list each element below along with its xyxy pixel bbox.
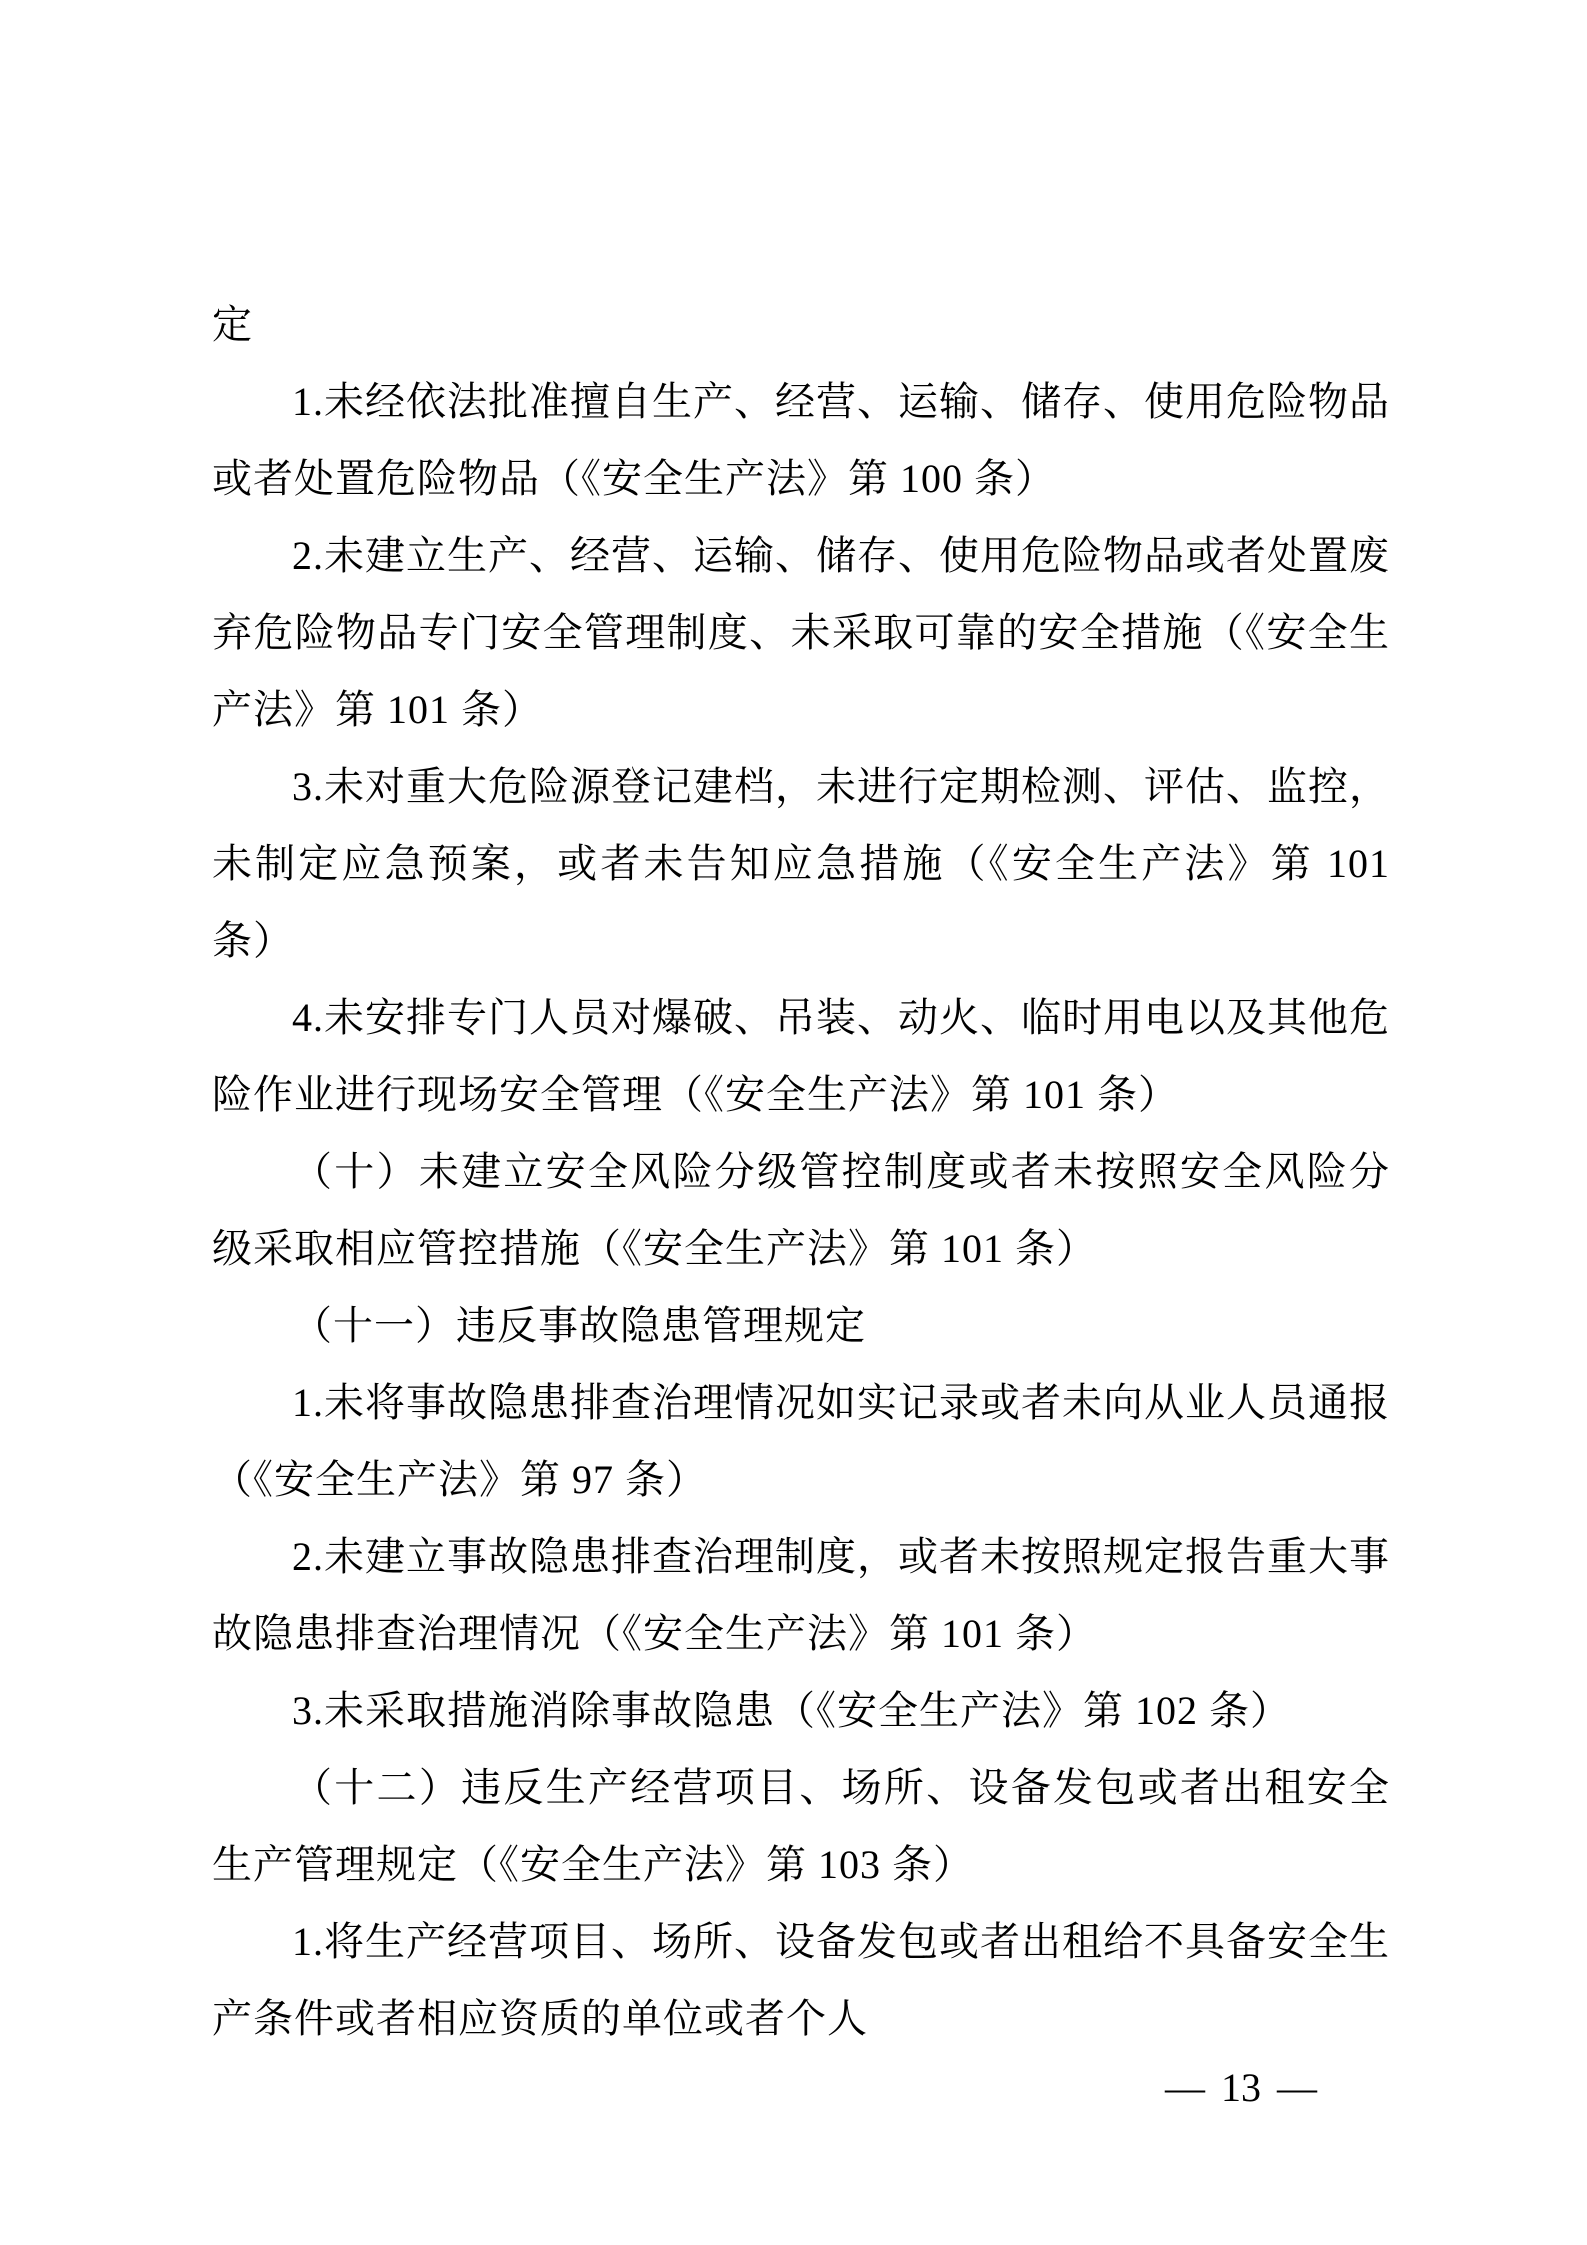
paragraph: 3.未对重大危险源登记建档，未进行定期检测、评估、监控，未制定应急预案，或者未告知应急措施（《安全生产法》第 101 条）	[212, 764, 1390, 963]
page-number: — 13 —	[1165, 2065, 1317, 2110]
paragraph: 4.未安排专门人员对爆破、吊装、动火、临时用电以及其他危险作业进行现场安全管理（《安全生产法》第 101 条）	[212, 995, 1390, 1117]
paragraph: （十二）违反生产经营项目、场所、设备发包或者出租安全生产管理规定（《安全生产法》第 103 条）	[212, 1765, 1390, 1887]
paragraph: （十一）违反事故隐患管理规定	[292, 1303, 866, 1348]
page-footer	[1101, 2022, 1317, 2154]
document-body	[212, 0, 1390, 2057]
paragraph: 3.未采取措施消除事故隐患（《安全生产法》第 102 条）	[292, 1688, 1291, 1733]
paragraph: （十）未建立安全风险分级管控制度或者未按照安全风险分级采取相应管控措施（《安全生产法》第 101 条）	[212, 1149, 1390, 1271]
paragraph: 1.将生产经营项目、场所、设备发包或者出租给不具备安全生产条件或者相应资质的单位或者个人	[212, 1919, 1390, 2041]
paragraph: 定	[212, 302, 253, 347]
paragraph: 2.未建立事故隐患排查治理制度，或者未按照规定报告重大事故隐患排查治理情况（《安全生产法》第 101 条）	[212, 1534, 1390, 1656]
paragraph: 2.未建立生产、经营、运输、储存、使用危险物品或者处置废弃危险物品专门安全管理制度、未采取可靠的安全措施（《安全生产法》第 101 条）	[212, 533, 1390, 732]
paragraph: 1.未将事故隐患排查治理情况如实记录或者未向从业人员通报（《安全生产法》第 97 条）	[212, 1380, 1390, 1502]
paragraph: 1.未经依法批准擅自生产、经营、运输、储存、使用危险物品或者处置危险物品（《安全生产法》第 100 条）	[212, 379, 1390, 501]
